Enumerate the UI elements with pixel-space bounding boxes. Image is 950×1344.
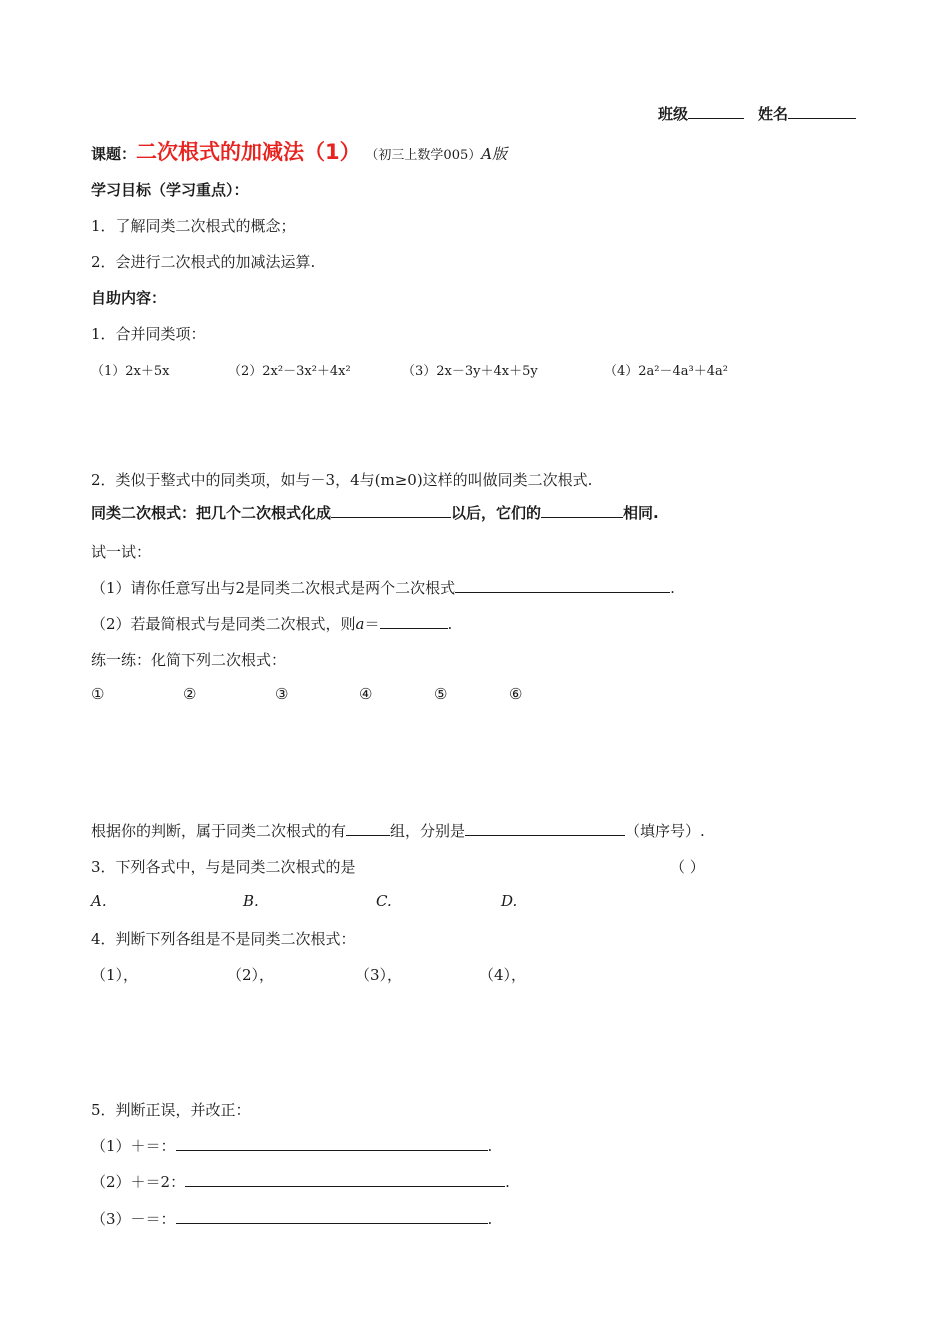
q5-expr: （1）＋＝： bbox=[91, 1137, 176, 1155]
self-study-heading: 自助内容： bbox=[91, 289, 167, 307]
name-label: 姓名 bbox=[758, 105, 789, 123]
definition-blank-1[interactable] bbox=[331, 503, 451, 518]
q1-part: （1）2x＋5x bbox=[91, 364, 170, 379]
definition-part: 以后，它们的 bbox=[451, 504, 542, 522]
q5-expr: （2）＋＝2： bbox=[91, 1173, 186, 1191]
practice-marker: ① bbox=[91, 685, 105, 703]
title-main: 二次根式的加减法（1） bbox=[136, 140, 361, 164]
q5-line bbox=[91, 1135, 492, 1156]
judge-line bbox=[91, 820, 705, 841]
try-item-2 bbox=[91, 613, 452, 634]
q5-blank[interactable] bbox=[176, 1136, 488, 1151]
practice-marker: ⑤ bbox=[434, 685, 448, 703]
title-sub: （初三上数学005） bbox=[365, 148, 482, 163]
q5-line bbox=[91, 1208, 492, 1229]
group-count-blank[interactable] bbox=[346, 821, 390, 836]
q5-expr: （3）－＝： bbox=[91, 1210, 176, 1228]
q4-part: （2）， bbox=[227, 966, 275, 984]
period: . bbox=[487, 1137, 493, 1155]
title-version: A版 bbox=[481, 145, 508, 163]
option-a: A. bbox=[91, 892, 107, 910]
try-item-1 bbox=[91, 577, 675, 598]
q5-stem: 5．判断正误，并改正： bbox=[91, 1101, 251, 1119]
q1-part: （4）2a²－4a³＋4a² bbox=[604, 364, 728, 379]
try-heading: 试一试： bbox=[91, 543, 152, 561]
name-blank[interactable] bbox=[788, 104, 856, 119]
class-field[interactable] bbox=[658, 103, 744, 124]
q1-part: （3）2x－3y＋4x＋5y bbox=[402, 364, 538, 379]
period: . bbox=[505, 1173, 510, 1191]
name-field[interactable] bbox=[758, 103, 856, 124]
q4-part: （3）， bbox=[355, 966, 403, 984]
q4-part: （4）， bbox=[479, 966, 527, 984]
q5-blank[interactable] bbox=[176, 1209, 488, 1224]
q2-stem: 2．类似于整式中的同类项，如与－3，4与(m≥0)这样的叫做同类二次根式. bbox=[91, 471, 593, 489]
period: . bbox=[487, 1210, 493, 1228]
judge-text: 根据你的判断，属于同类二次根式的有 bbox=[91, 822, 347, 840]
judge-text: 组，分别是 bbox=[390, 822, 466, 840]
period: . bbox=[447, 615, 453, 633]
practice-marker: ② bbox=[183, 685, 197, 703]
option-b: B. bbox=[243, 892, 259, 910]
try-item-text: （1）请你任意写出与2是同类二次根式是两个二次根式 bbox=[91, 579, 456, 597]
practice-marker: ③ bbox=[275, 685, 289, 703]
definition-line bbox=[91, 502, 659, 523]
q5-blank[interactable] bbox=[185, 1172, 505, 1187]
try-item-2-blank[interactable] bbox=[380, 614, 448, 629]
practice-marker: ⑥ bbox=[509, 685, 523, 703]
q5-line bbox=[91, 1171, 510, 1192]
class-label: 班级 bbox=[658, 105, 689, 123]
q1-part: （2）2x²－3x²＋4x² bbox=[228, 364, 351, 379]
definition-blank-2[interactable] bbox=[541, 503, 623, 518]
objective-item: 2．会进行二次根式的加减法运算. bbox=[91, 253, 316, 271]
title-prefix: 课题： bbox=[91, 145, 137, 163]
try-item-text: （2）若最简根式与是同类二次根式，则 bbox=[91, 615, 356, 633]
q1-stem: 1．合并同类项： bbox=[91, 325, 206, 343]
objectives-heading: 学习目标（学习重点）： bbox=[91, 181, 249, 199]
lesson-title bbox=[91, 136, 507, 166]
equals: ＝ bbox=[364, 615, 380, 633]
q3-stem: 3．下列各式中，与是同类二次根式的是 bbox=[91, 858, 356, 876]
q4-stem: 4．判断下列各组是不是同类二次根式： bbox=[91, 930, 356, 948]
practice-heading: 练一练：化简下列二次根式： bbox=[91, 651, 287, 669]
definition-part: 相同. bbox=[623, 504, 659, 522]
option-c: C. bbox=[376, 892, 392, 910]
period: . bbox=[670, 579, 675, 597]
practice-marker: ④ bbox=[359, 685, 373, 703]
answer-bracket[interactable]: （ ） bbox=[670, 858, 705, 876]
try-item-1-blank[interactable] bbox=[455, 578, 670, 593]
judge-text: （填序号）. bbox=[625, 822, 705, 840]
objective-item: 1．了解同类二次根式的概念； bbox=[91, 217, 296, 235]
variable-a: a bbox=[355, 615, 365, 633]
group-list-blank[interactable] bbox=[465, 821, 625, 836]
option-d: D. bbox=[501, 892, 518, 910]
q4-part: （1）， bbox=[91, 966, 139, 984]
class-blank[interactable] bbox=[688, 104, 744, 119]
definition-part: 同类二次根式：把几个二次根式化成 bbox=[91, 504, 332, 522]
